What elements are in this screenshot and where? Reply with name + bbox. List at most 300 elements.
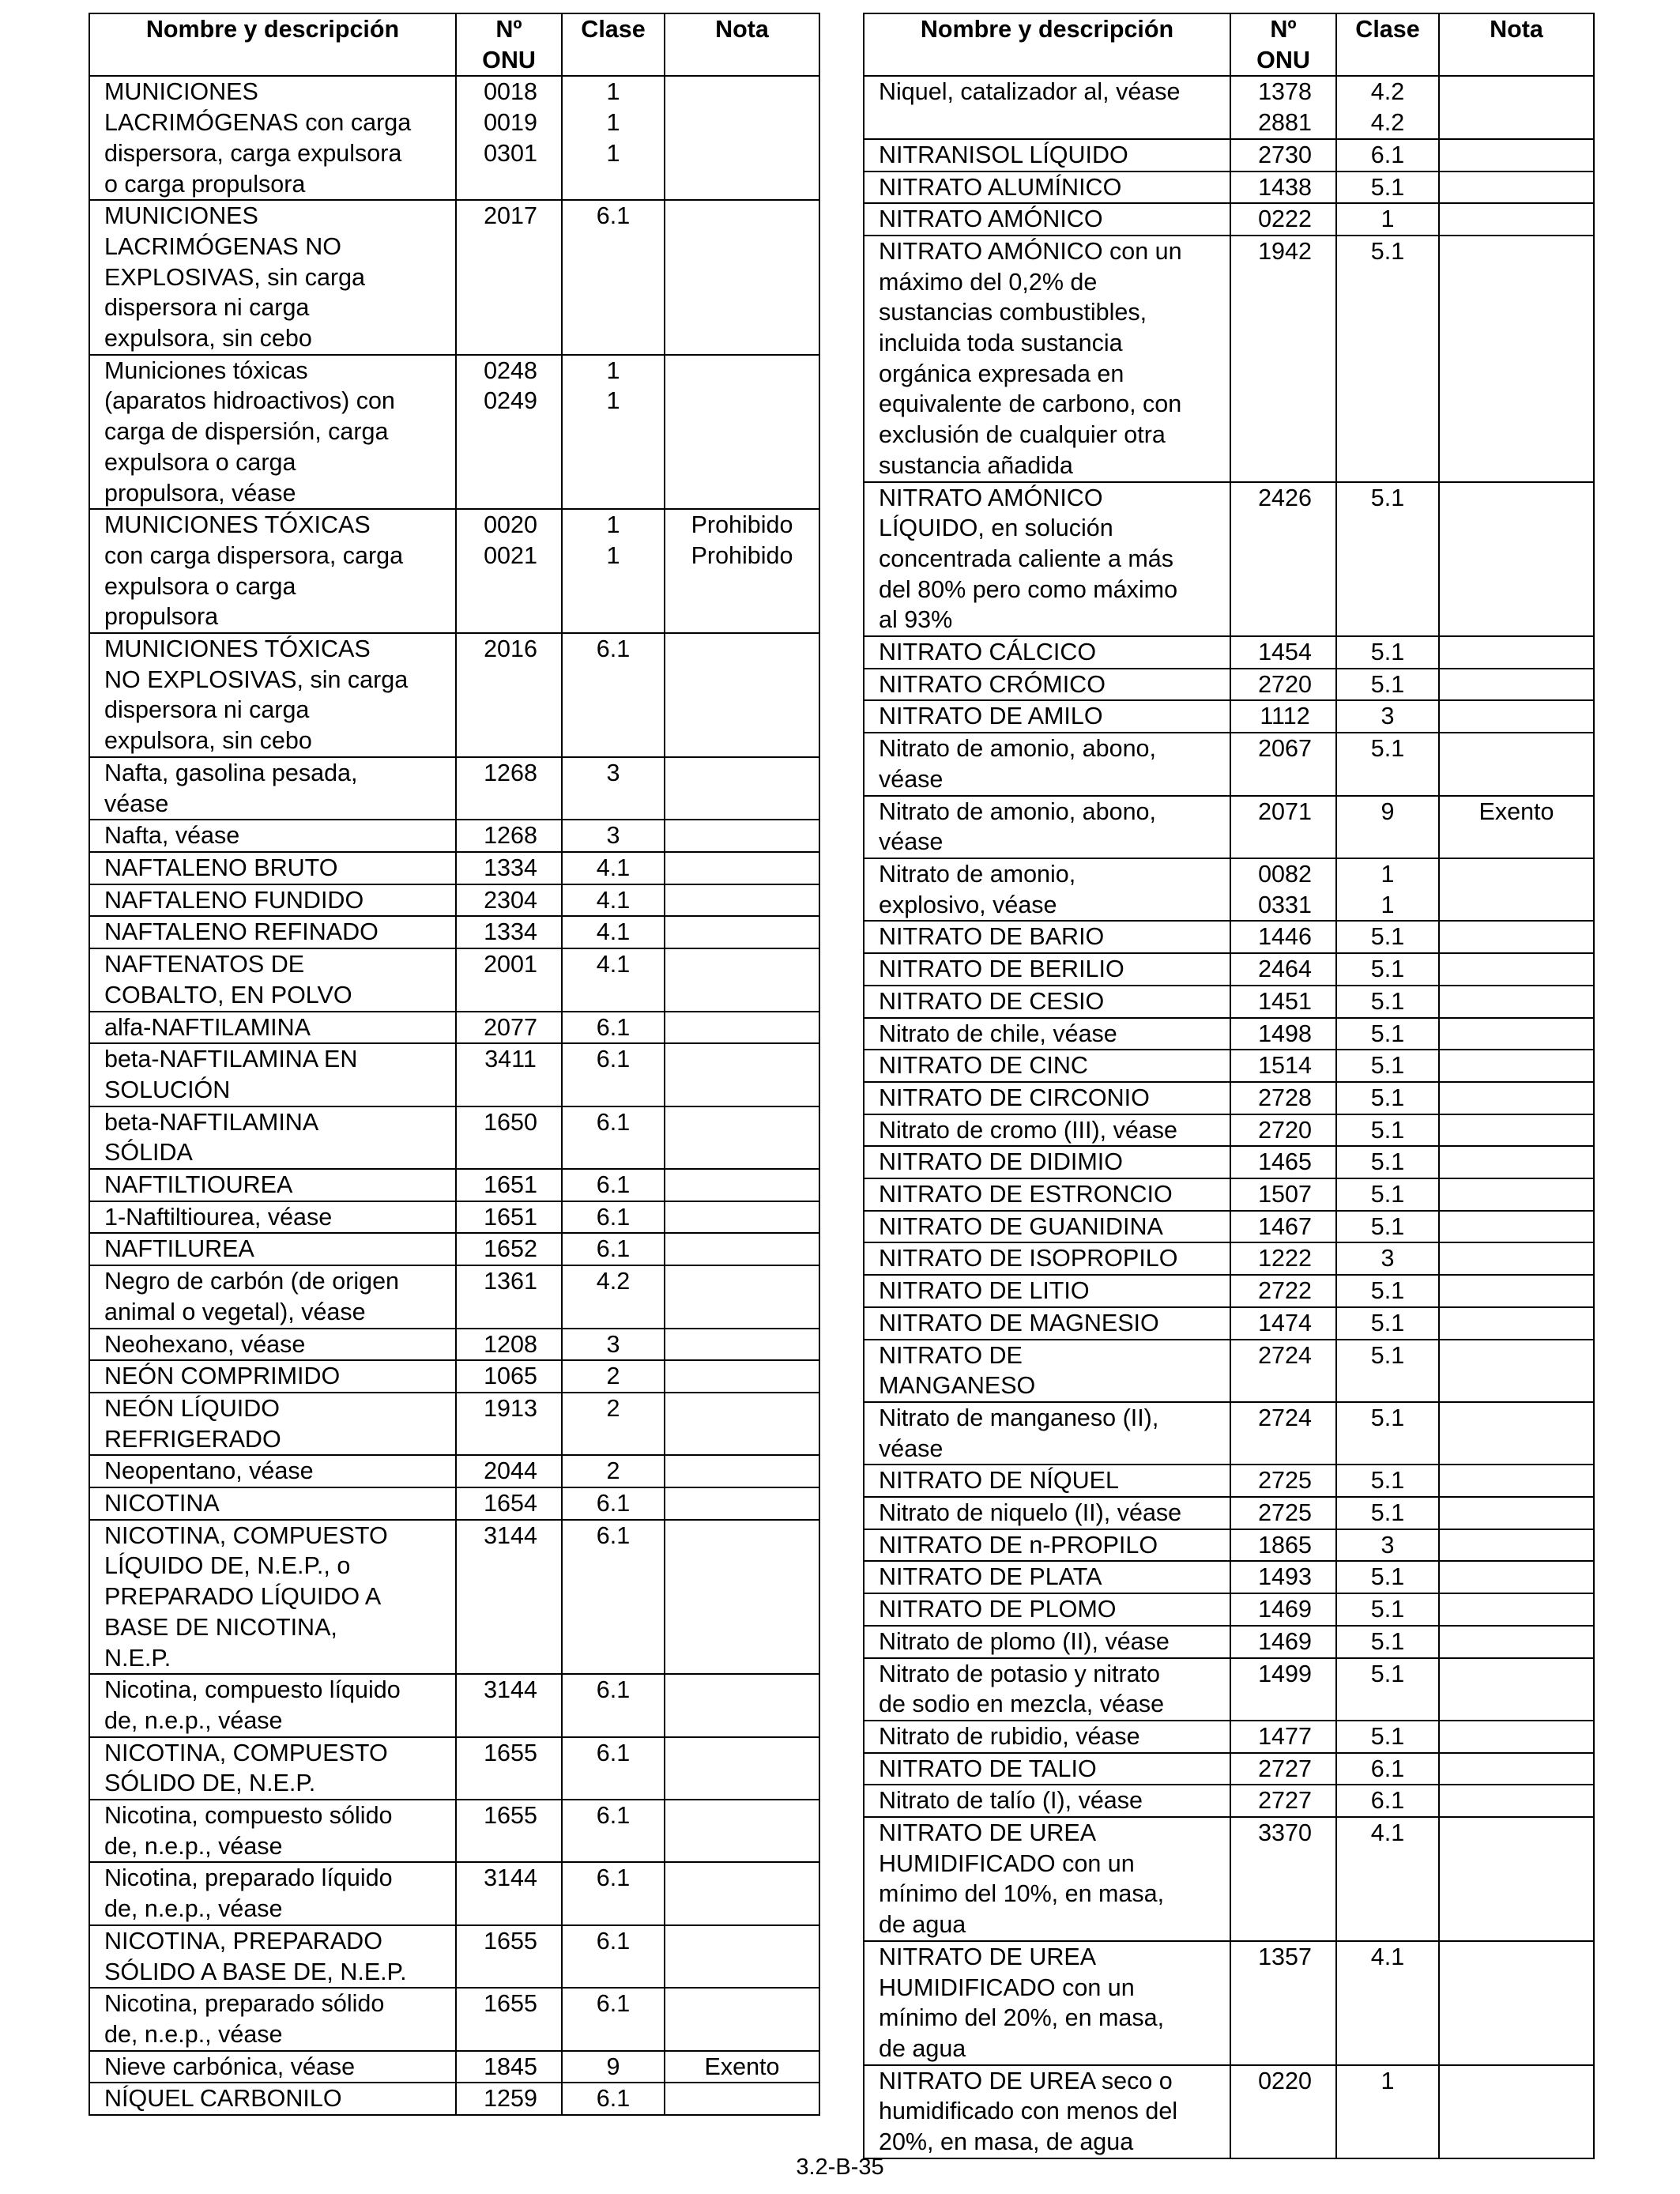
name-cell-line: NITRATO DE GUANIDINA	[879, 1212, 1163, 1240]
clase-cell	[1336, 1307, 1439, 1340]
name-cell-line: expulsora, sin cebo	[104, 727, 312, 755]
onu-cell-line: 1465	[1258, 1148, 1312, 1176]
name-cell-line: 20%, en masa, de agua	[879, 2128, 1134, 2156]
clase-cell-line: 1	[606, 541, 620, 569]
clase-cell-line: 6.1	[596, 1927, 631, 1955]
name-cell-line: NITRATO DE CIRCONIO	[879, 1084, 1150, 1111]
table-row	[864, 1658, 1594, 1721]
name-cell-line: Nitrato de plomo (II), véase	[879, 1627, 1170, 1655]
name-cell-line: SÓLIDA	[104, 1139, 193, 1167]
onu-cell	[1230, 1941, 1336, 2065]
name-cell	[89, 820, 456, 852]
name-cell	[89, 1520, 456, 1675]
nota-cell	[665, 948, 819, 1011]
onu-cell	[1230, 986, 1336, 1018]
table-row	[89, 1043, 819, 1106]
clase-cell-line: 3	[1381, 1245, 1395, 1272]
table-row	[864, 700, 1594, 733]
clase-cell	[562, 2051, 665, 2083]
clase-cell	[1336, 1658, 1439, 1721]
nota-cell	[665, 76, 819, 200]
onu-cell	[1230, 1211, 1336, 1243]
onu-cell-line: 1507	[1258, 1181, 1312, 1208]
onu-cell-line: 1514	[1258, 1052, 1312, 1080]
name-cell-line: LACRIMÓGENAS NO	[104, 232, 341, 260]
clase-cell-line: 5.1	[1370, 1627, 1405, 1655]
name-cell-line: NITRATO DE UREA	[879, 1819, 1097, 1847]
clase-cell-line: 5.1	[1370, 1596, 1405, 1623]
onu-cell-line: 2077	[484, 1013, 537, 1041]
name-cell-line: Nicotina, compuesto sólido	[104, 1802, 393, 1830]
name-cell-line: Nafta, gasolina pesada,	[104, 759, 358, 786]
clase-cell-line: 2	[606, 1363, 620, 1390]
name-cell-line: de, n.e.p., véase	[104, 1706, 283, 1734]
clase-cell-line: 9	[1381, 797, 1395, 825]
table-row	[864, 1178, 1594, 1211]
name-cell	[89, 1393, 456, 1455]
name-cell	[864, 1817, 1230, 1941]
clase-cell-line: 1	[1381, 891, 1395, 918]
onu-cell-line: 1334	[484, 918, 537, 946]
clase-cell-line: 4.2	[1370, 109, 1405, 137]
clase-cell	[1336, 796, 1439, 858]
nota-cell	[1439, 1941, 1594, 2065]
onu-cell-line: 1438	[1258, 173, 1312, 201]
table-row	[864, 1465, 1594, 1497]
onu-cell-line: 1112	[1260, 703, 1310, 730]
clase-cell-line: 6.1	[596, 1864, 631, 1892]
table-row	[864, 953, 1594, 986]
nota-cell	[665, 1169, 819, 1201]
name-cell-line: Nieve carbónica, véase	[104, 2053, 356, 2080]
clase-cell-line: 5.1	[1370, 956, 1405, 983]
onu-cell	[456, 820, 562, 852]
clase-cell-line: 5.1	[1370, 1212, 1405, 1240]
left-table	[89, 13, 820, 2116]
name-cell-line: N.E.P.	[104, 1644, 171, 1672]
name-cell-line: COBALTO, EN POLVO	[104, 981, 352, 1008]
nota-cell	[665, 1737, 819, 1800]
clase-cell-line: 6.1	[596, 1171, 631, 1199]
name-cell-line: de, n.e.p., véase	[104, 1832, 283, 1860]
onu-cell-line: 1357	[1258, 1943, 1312, 1970]
table-row	[864, 669, 1594, 701]
clase-cell-line: 6.1	[596, 1739, 631, 1766]
name-cell	[864, 1146, 1230, 1178]
name-cell-line: NITRATO DE LITIO	[879, 1277, 1090, 1305]
clase-cell-line: 4.2	[1370, 78, 1405, 106]
onu-cell-line: 3144	[484, 1521, 537, 1549]
table-row	[864, 1018, 1594, 1050]
clase-cell	[562, 1012, 665, 1044]
clase-cell	[562, 1988, 665, 2050]
nota-cell	[665, 1988, 819, 2050]
onu-cell	[456, 633, 562, 757]
name-cell-line: NEÓN COMPRIMIDO	[104, 1363, 341, 1390]
table-row	[864, 203, 1594, 236]
name-cell-line: beta-NAFTILAMINA	[104, 1108, 319, 1136]
table-row	[89, 1360, 819, 1393]
clase-cell-line: 5.1	[1370, 1404, 1405, 1431]
clase-cell-line: 6.1	[596, 635, 631, 663]
clase-cell	[1336, 1114, 1439, 1147]
table-row	[864, 1593, 1594, 1626]
table-row	[864, 482, 1594, 637]
onu-cell	[456, 1674, 562, 1736]
table-row	[89, 884, 819, 917]
onu-cell	[456, 1012, 562, 1044]
clase-cell	[562, 1169, 665, 1201]
clase-cell-line: 6.1	[596, 1203, 631, 1231]
onu-cell	[1230, 953, 1336, 986]
onu-cell	[1230, 1785, 1336, 1817]
clase-cell	[1336, 1018, 1439, 1050]
name-cell-line: NITRATO AMÓNICO	[879, 205, 1103, 233]
name-cell	[89, 1201, 456, 1234]
nota-cell	[1439, 1178, 1594, 1211]
onu-cell	[1230, 1082, 1336, 1114]
nota-cell	[1439, 1146, 1594, 1178]
nota-cell	[1439, 1497, 1594, 1529]
clase-cell-line: 5.1	[1370, 1341, 1405, 1369]
clase-cell	[562, 1106, 665, 1169]
clase-cell	[562, 355, 665, 510]
name-cell	[89, 1012, 456, 1044]
name-cell	[864, 636, 1230, 669]
nota-cell	[1439, 2065, 1594, 2158]
table-row	[864, 1561, 1594, 1593]
clase-cell-line: 5.1	[1370, 1563, 1405, 1591]
table-row	[89, 852, 819, 884]
onu-cell	[456, 2051, 562, 2083]
onu-cell	[456, 1265, 562, 1328]
clase-cell	[562, 1329, 665, 1361]
onu-cell-line: 1655	[484, 1927, 537, 1955]
onu-cell-line: 1268	[484, 759, 537, 786]
name-cell-line: NITRATO DE DIDIMIO	[879, 1148, 1123, 1176]
table-row	[864, 636, 1594, 669]
nota-cell	[1439, 1785, 1594, 1817]
onu-cell	[1230, 1402, 1336, 1465]
name-cell	[89, 1487, 456, 1520]
clase-cell	[1336, 1178, 1439, 1211]
onu-cell-line: 1208	[484, 1330, 537, 1358]
nota-cell	[665, 916, 819, 948]
name-cell-line: HUMIDIFICADO con un	[879, 1973, 1135, 2001]
clase-cell-line: 1	[606, 387, 620, 415]
nota-cell	[665, 1862, 819, 1924]
table-row	[89, 1329, 819, 1361]
clase-cell-line: 6.1	[596, 1676, 631, 1704]
onu-cell	[1230, 1626, 1336, 1658]
name-cell-line: sustancia añadida	[879, 451, 1073, 479]
onu-cell	[1230, 1658, 1336, 1721]
name-cell-line: mínimo del 10%, en masa,	[879, 1880, 1165, 1908]
clase-cell-line: 6.1	[596, 1046, 631, 1073]
name-cell	[864, 1658, 1230, 1721]
onu-cell	[456, 1233, 562, 1265]
clase-cell	[562, 948, 665, 1011]
clase-cell-line: 4.1	[596, 854, 631, 881]
nota-cell	[1439, 796, 1594, 858]
name-cell-line: Nitrato de amonio, abono,	[879, 735, 1156, 763]
name-cell-line: NITRATO DE BARIO	[879, 923, 1105, 951]
table-row	[864, 76, 1594, 138]
nota-cell	[665, 200, 819, 355]
name-cell-line: véase	[104, 790, 169, 817]
clase-cell-line: 3	[606, 759, 620, 786]
name-cell-line: de agua	[879, 2035, 966, 2062]
name-cell-line: LÍQUIDO, en solución	[879, 515, 1113, 542]
clase-cell-line: 4.1	[596, 918, 631, 946]
right-column	[863, 13, 1593, 2159]
table-row	[864, 172, 1594, 204]
table-row	[89, 820, 819, 852]
table-row	[864, 139, 1594, 172]
clase-cell	[562, 852, 665, 884]
nota-cell	[1439, 236, 1594, 482]
clase-cell-line: 6.1	[1370, 1787, 1405, 1815]
clase-cell	[1336, 1593, 1439, 1626]
clase-cell	[562, 1265, 665, 1328]
table-row	[864, 858, 1594, 921]
name-cell-line: NAFTENATOS DE	[104, 951, 305, 978]
onu-cell-line: 1650	[484, 1108, 537, 1136]
onu-cell	[456, 200, 562, 355]
name-cell	[89, 1862, 456, 1924]
onu-cell-line: 2728	[1258, 1084, 1312, 1111]
name-cell-line: SÓLIDO A BASE DE, N.E.P.	[104, 1958, 407, 1985]
clase-cell	[562, 1360, 665, 1393]
name-cell	[864, 669, 1230, 701]
clase-cell	[1336, 139, 1439, 172]
onu-cell	[456, 1925, 562, 1988]
onu-cell-line: 1865	[1258, 1531, 1312, 1559]
name-cell	[89, 1265, 456, 1328]
onu-cell	[456, 757, 562, 820]
onu-cell	[1230, 700, 1336, 733]
nota-cell	[665, 1329, 819, 1361]
nota-cell	[1439, 1753, 1594, 1785]
nota-cell-line: Exento	[704, 2053, 780, 2080]
nota-cell	[665, 2083, 819, 2115]
name-cell	[864, 172, 1230, 204]
header-onu	[456, 13, 562, 76]
name-cell-line: NO EXPLOSIVAS, sin carga	[104, 665, 409, 693]
name-cell	[864, 1050, 1230, 1082]
name-cell-line: NITRATO DE TALIO	[879, 1755, 1097, 1782]
onu-cell-line: 0248	[484, 356, 537, 384]
clase-cell-line: 5.1	[1370, 1116, 1405, 1144]
onu-cell-line: 2071	[1258, 797, 1312, 825]
nota-cell	[665, 757, 819, 820]
onu-cell	[1230, 1721, 1336, 1753]
nota-cell	[1439, 482, 1594, 637]
name-cell-line: dispersora ni carga	[104, 294, 310, 322]
onu-cell-line: 1655	[484, 1802, 537, 1830]
name-cell	[89, 2051, 456, 2083]
table-row	[864, 1114, 1594, 1147]
clase-cell-line: 5.1	[1370, 484, 1405, 511]
page-number: 3.2-B-35	[796, 2154, 884, 2180]
clase-cell	[1336, 1497, 1439, 1529]
onu-cell-line: 1065	[484, 1363, 537, 1390]
table-row	[89, 1233, 819, 1265]
onu-cell	[1230, 1307, 1336, 1340]
name-cell	[864, 733, 1230, 795]
name-cell-line: NITRANISOL LÍQUIDO	[879, 141, 1128, 168]
clase-cell-line: 1	[606, 356, 620, 384]
onu-cell-line: 0331	[1258, 891, 1312, 918]
clase-cell-line: 5.1	[1370, 237, 1405, 265]
clase-cell	[562, 1201, 665, 1234]
clase-cell	[562, 1862, 665, 1924]
table-row	[864, 1941, 1594, 2065]
name-cell-line: 1-Naftiltiourea, véase	[104, 1203, 333, 1231]
clase-cell-line: 4.2	[596, 1268, 631, 1295]
onu-cell	[456, 1329, 562, 1361]
name-cell-line: Nicotina, preparado sólido	[104, 1990, 385, 2018]
onu-cell-line: 2727	[1258, 1755, 1312, 1782]
table-row	[89, 76, 819, 200]
name-cell	[89, 1043, 456, 1106]
name-cell-line: Nitrato de potasio y nitrato	[879, 1660, 1161, 1687]
nota-cell	[1439, 858, 1594, 921]
clase-cell-line: 5.1	[1370, 173, 1405, 201]
name-cell-line: NITRATO DE AMILO	[879, 703, 1103, 730]
onu-cell-line: 2722	[1258, 1277, 1312, 1305]
clase-cell-line: 2	[606, 1394, 620, 1422]
name-cell	[89, 355, 456, 510]
onu-cell-line: 1469	[1258, 1627, 1312, 1655]
name-cell-line: NITRATO CRÓMICO	[879, 670, 1106, 698]
table-row	[864, 1340, 1594, 1402]
nota-cell	[1439, 700, 1594, 733]
name-cell-line: NITRATO CÁLCICO	[879, 639, 1097, 666]
onu-cell-line: 0020	[484, 511, 537, 539]
clase-cell	[562, 1674, 665, 1736]
name-cell-line: SOLUCIÓN	[104, 1076, 231, 1103]
name-cell	[89, 1925, 456, 1988]
clase-cell	[1336, 1941, 1439, 2065]
name-cell-line: NICOTINA, COMPUESTO	[104, 1521, 388, 1549]
clase-cell-line: 3	[606, 822, 620, 850]
name-cell	[864, 1114, 1230, 1147]
nota-cell	[1439, 1561, 1594, 1593]
clase-cell-line: 5.1	[1370, 735, 1405, 763]
name-cell-line: NITRATO DE CINC	[879, 1052, 1088, 1080]
name-cell-line: NITRATO DE UREA seco o	[879, 2067, 1173, 2094]
name-cell-line: de agua	[879, 1911, 966, 1939]
onu-cell-line: 1361	[484, 1268, 537, 1295]
name-cell-line: Nitrato de chile, véase	[879, 1020, 1117, 1047]
name-cell	[89, 2083, 456, 2115]
clase-cell-line: 1	[606, 78, 620, 106]
onu-cell-line: 1655	[484, 1990, 537, 2018]
nota-cell	[665, 1012, 819, 1044]
onu-cell-line: 1469	[1258, 1596, 1312, 1623]
name-cell-line: NICOTINA	[104, 1490, 220, 1517]
name-cell-line: NITRATO DE ISOPROPILO	[879, 1245, 1178, 1272]
clase-cell-line: 5.1	[1370, 1148, 1405, 1176]
name-cell	[89, 1329, 456, 1361]
clase-cell	[1336, 669, 1439, 701]
name-cell-line: expulsora, sin cebo	[104, 325, 312, 352]
nota-cell	[665, 1265, 819, 1328]
name-cell	[864, 139, 1230, 172]
name-cell	[864, 1275, 1230, 1307]
clase-cell	[1336, 1050, 1439, 1082]
name-cell-line: sustancias combustibles,	[879, 299, 1147, 326]
table-row	[864, 1307, 1594, 1340]
name-cell-line: Nitrato de cromo (III), véase	[879, 1116, 1177, 1144]
name-cell	[864, 1178, 1230, 1211]
onu-cell	[456, 509, 562, 633]
clase-cell-line: 5.1	[1370, 1020, 1405, 1047]
name-cell	[864, 482, 1230, 637]
name-cell-line: Neopentano, véase	[104, 1457, 314, 1485]
name-cell-line: Nicotina, preparado líquido	[104, 1864, 393, 1892]
name-cell	[864, 1529, 1230, 1562]
name-cell-line: con carga dispersora, carga	[104, 541, 404, 569]
name-cell-line: REFRIGERADO	[104, 1425, 281, 1453]
onu-cell	[1230, 636, 1336, 669]
table-row	[864, 236, 1594, 482]
name-cell	[864, 953, 1230, 986]
name-cell-line: SÓLIDO DE, N.E.P.	[104, 1770, 316, 1797]
clase-cell	[562, 1233, 665, 1265]
onu-cell-line: 1652	[484, 1235, 537, 1263]
onu-cell-line: 0018	[484, 78, 537, 106]
clase-cell	[562, 1455, 665, 1487]
onu-cell	[456, 852, 562, 884]
nota-cell	[665, 1800, 819, 1862]
nota-cell	[665, 820, 819, 852]
nota-cell	[1439, 1082, 1594, 1114]
name-cell	[89, 1988, 456, 2050]
header-onu-text: Nº ONU	[482, 16, 536, 74]
name-cell	[89, 1106, 456, 1169]
name-cell	[89, 1360, 456, 1393]
clase-cell	[1336, 1721, 1439, 1753]
clase-cell	[562, 633, 665, 757]
name-cell	[864, 1211, 1230, 1243]
name-cell	[864, 1018, 1230, 1050]
clase-cell-line: 6.1	[596, 2085, 631, 2113]
clase-cell	[1336, 1785, 1439, 1817]
onu-cell	[1230, 1050, 1336, 1082]
table-row	[864, 1817, 1594, 1941]
nota-cell	[1439, 1658, 1594, 1721]
clase-cell	[562, 820, 665, 852]
name-cell-line: mínimo del 20%, en masa,	[879, 2004, 1165, 2032]
clase-cell	[562, 76, 665, 200]
onu-cell	[456, 355, 562, 510]
clase-cell-line: 2	[606, 1457, 620, 1485]
table-row	[89, 1862, 819, 1924]
name-cell-line: expulsora o carga	[104, 572, 296, 600]
table-row	[864, 1082, 1594, 1114]
name-cell	[864, 1497, 1230, 1529]
table-row	[89, 1265, 819, 1328]
name-cell	[864, 2065, 1230, 2158]
name-cell-line: EXPLOSIVAS, sin carga	[104, 263, 366, 291]
name-cell-line: Nitrato de amonio, abono,	[879, 797, 1156, 825]
table-row	[89, 1169, 819, 1201]
name-cell-line: NITRATO DE ESTRONCIO	[879, 1181, 1173, 1208]
onu-cell-line: 0082	[1258, 860, 1312, 888]
nota-cell	[665, 1925, 819, 1988]
